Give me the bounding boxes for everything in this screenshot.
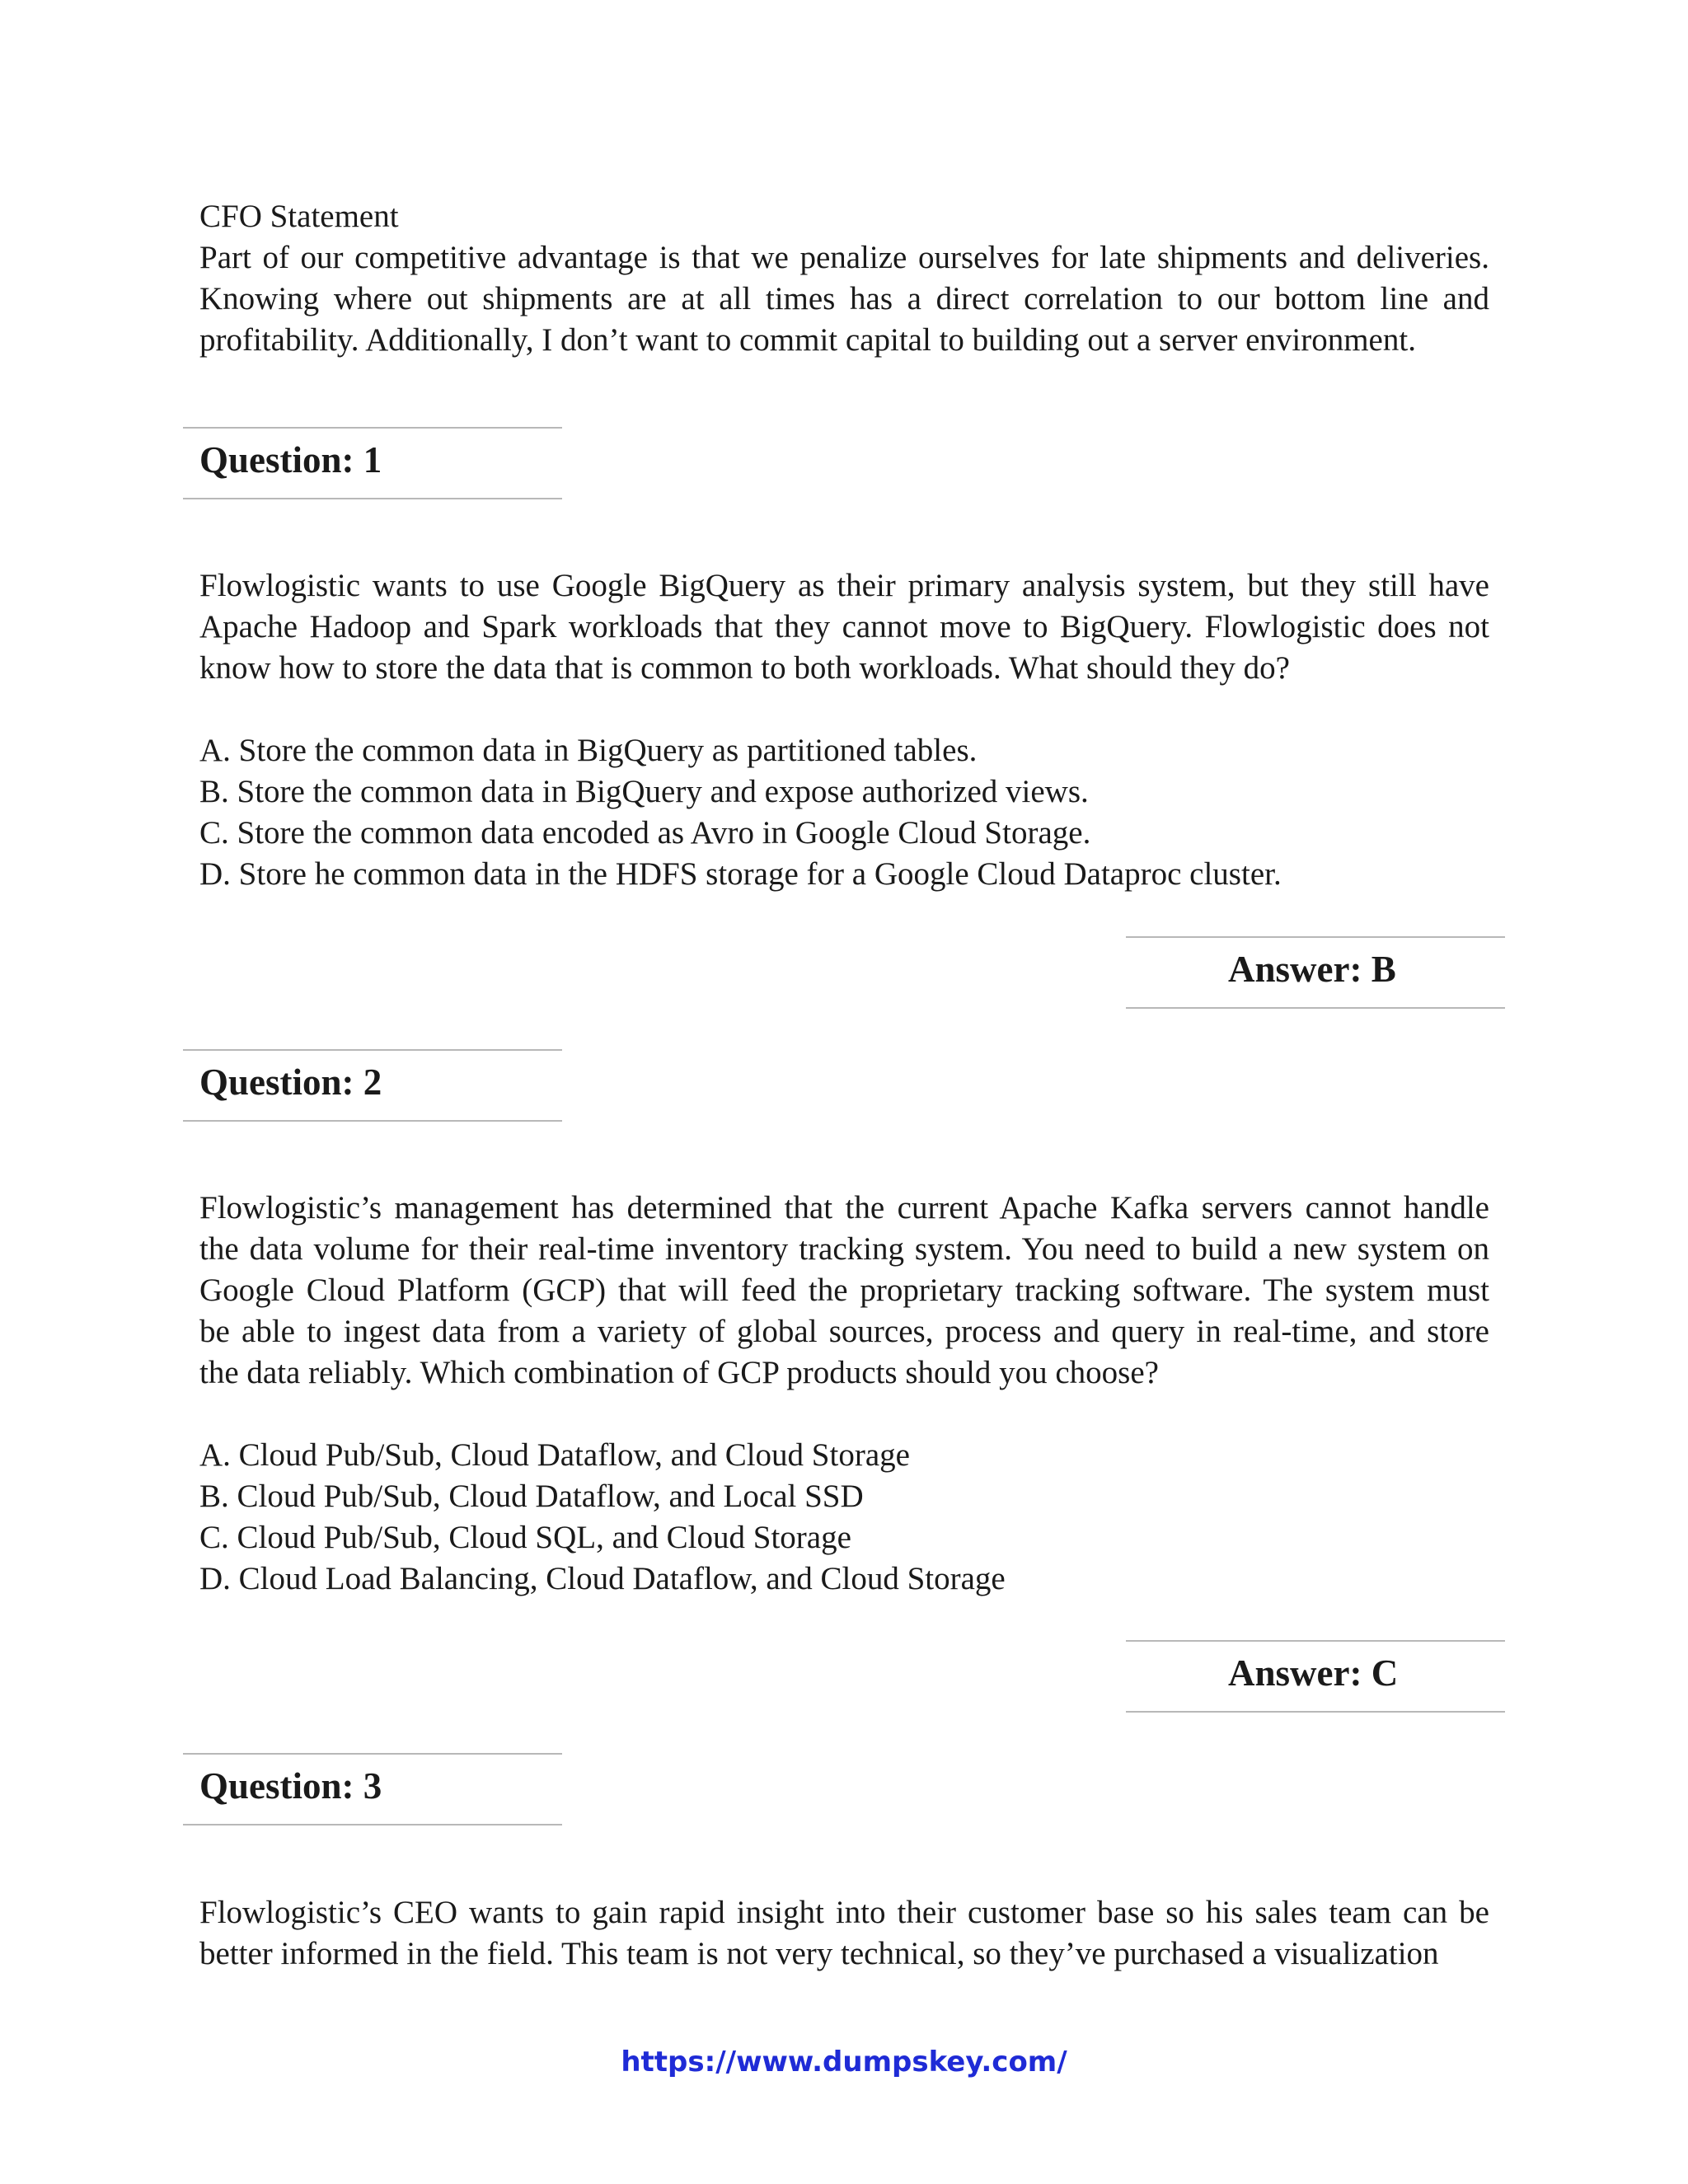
option-d: D. Cloud Load Balancing, Cloud Dataflow, and Cloud Storage <box>199 1561 1006 1596</box>
question-1-stem <box>199 565 1489 689</box>
footer-url-text[interactable]: https://www.dumpskey.com/ <box>621 2046 1067 2079</box>
option-a: A. Store the common data in BigQuery as partitioned tables. <box>199 733 978 768</box>
question-2-options <box>199 1435 1489 1600</box>
option-b: B. Cloud Pub/Sub, Cloud Dataflow, and Local SSD <box>199 1479 864 1514</box>
question-1-answer-box <box>1126 936 1505 1009</box>
option-b: B. Store the common data in BigQuery and expose authorized views. <box>199 774 1089 809</box>
footer-url-link[interactable] <box>0 2044 1688 2080</box>
question-1-title: Question: 1 <box>199 439 382 480</box>
question-1-header <box>183 427 562 499</box>
question-3-title: Question: 3 <box>199 1765 382 1807</box>
option-d: D. Store he common data in the HDFS storage for a Google Cloud Dataproc cluster. <box>199 856 1282 892</box>
question-1-answer: Answer: B <box>1228 949 1396 990</box>
question-2-answer: Answer: C <box>1228 1652 1399 1694</box>
stem-line: know how to store the data that is common to both workloads. What should they do? <box>199 650 1290 686</box>
intro-paragraph <box>199 237 1489 361</box>
stem-line: better informed in the field. This team is not very technical, so they’ve purchased a visualization <box>199 1936 1439 1971</box>
option-c: C. Store the common data encoded as Avro in Google Cloud Storage. <box>199 815 1091 851</box>
intro-line: Knowing where out shipments are at all times has a direct correlation to our bottom line and <box>199 281 1489 316</box>
intro-line: Part of our competitive advantage is that we penalize ourselves for late shipments and deliveries. <box>199 240 1489 275</box>
intro-heading <box>199 196 1489 237</box>
question-2-stem <box>199 1188 1489 1394</box>
stem-line: Flowlogistic wants to use Google BigQuery as their primary analysis system, but they still have <box>199 568 1489 603</box>
question-2-title: Question: 2 <box>199 1062 382 1103</box>
intro-heading-text: CFO Statement <box>199 199 399 234</box>
question-2-header <box>183 1049 562 1122</box>
option-c: C. Cloud Pub/Sub, Cloud SQL, and Cloud Storage <box>199 1520 851 1555</box>
stem-line: be able to ingest data from a variety of global sources, process and query in real-time, and store <box>199 1314 1489 1349</box>
stem-line: the data volume for their real-time inventory tracking system. You need to build a new system on <box>199 1231 1489 1267</box>
stem-line: Flowlogistic’s CEO wants to gain rapid insight into their customer base so his sales team can be <box>199 1895 1489 1930</box>
question-1-options <box>199 730 1489 895</box>
stem-line: Google Cloud Platform (GCP) that will feed the proprietary tracking software. The system must <box>199 1272 1489 1308</box>
stem-line: Apache Hadoop and Spark workloads that they cannot move to BigQuery. Flowlogistic does not <box>199 609 1489 644</box>
option-a: A. Cloud Pub/Sub, Cloud Dataflow, and Cloud Storage <box>199 1437 910 1473</box>
intro-line: profitability. Additionally, I don’t want to commit capital to building out a server environment. <box>199 322 1416 358</box>
stem-line: the data reliably. Which combination of GCP products should you choose? <box>199 1355 1159 1390</box>
question-3-stem <box>199 1892 1489 1975</box>
question-2-answer-box <box>1126 1640 1505 1713</box>
question-3-header <box>183 1753 562 1825</box>
stem-line: Flowlogistic’s management has determined that the current Apache Kafka servers cannot handle <box>199 1190 1489 1226</box>
